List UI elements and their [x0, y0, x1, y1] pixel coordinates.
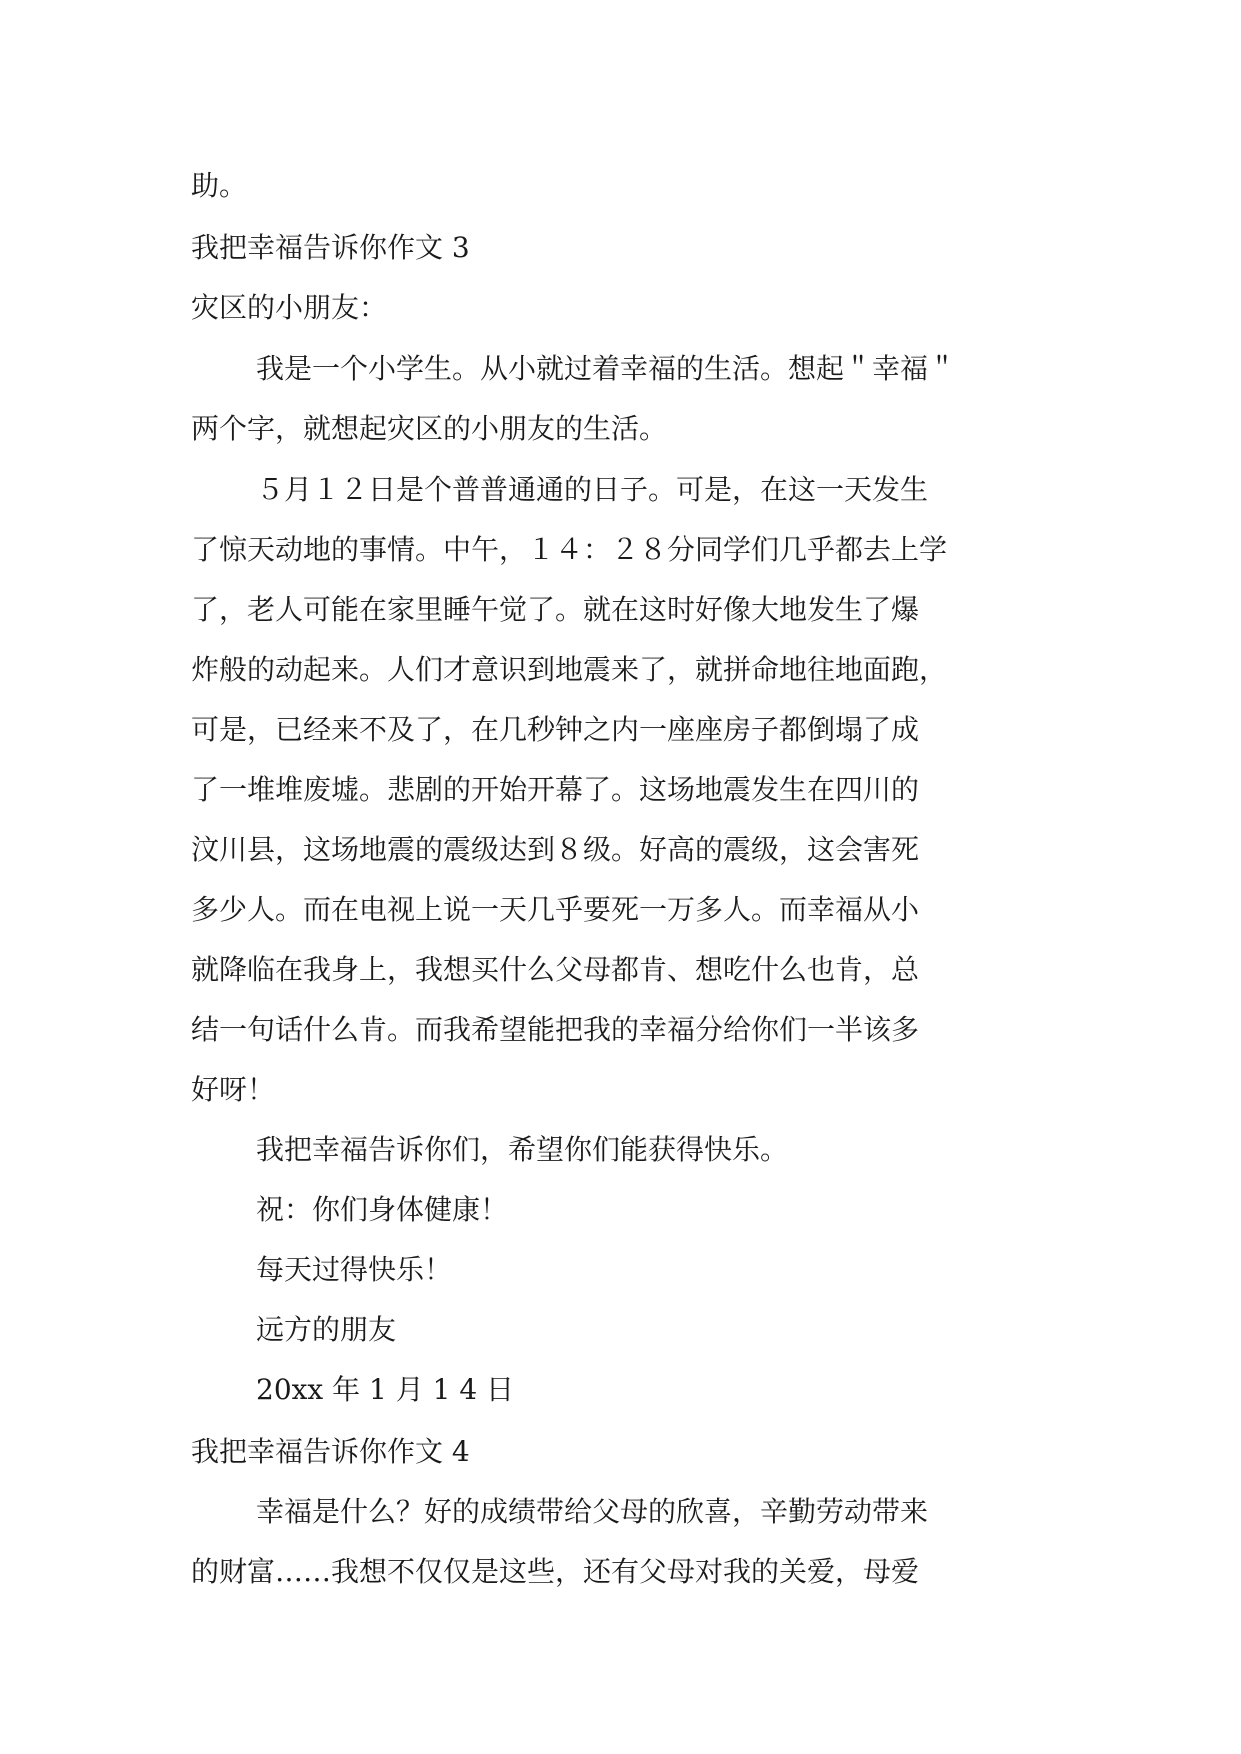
- paragraph-continuation: 助。: [191, 169, 248, 202]
- essay-title-4: 我把幸福告诉你作文 4: [191, 1435, 470, 1468]
- letter-signature: 远方的朋友: [256, 1313, 397, 1346]
- body-line: 的财富……我想不仅仅是这些，还有父母对我的关爱，母爱: [191, 1555, 920, 1588]
- letter-date: 20xx 年 1 月 1 4 日: [256, 1373, 515, 1406]
- essay-title-3: 我把幸福告诉你作文 3: [191, 231, 470, 264]
- body-line: 可是，已经来不及了，在几秒钟之内一座座房子都倒塌了成: [191, 713, 920, 746]
- body-line: 我是一个小学生。从小就过着幸福的生活。想起＂幸福＂: [256, 352, 957, 385]
- body-line: 多少人。而在电视上说一天几乎要死一万多人。而幸福从小: [191, 893, 920, 926]
- body-line: 两个字，就想起灾区的小朋友的生活。: [191, 412, 668, 445]
- body-line: 就降临在我身上，我想买什么父母都肯、想吃什么也肯，总: [191, 953, 920, 986]
- body-line: 了一堆堆废墟。悲剧的开始开幕了。这场地震发生在四川的: [191, 773, 920, 806]
- body-line: ５月１２日是个普普通通的日子。可是，在这一天发生: [256, 473, 929, 506]
- letter-closing: 祝：你们身体健康！: [256, 1193, 509, 1226]
- body-line: 了，老人可能在家里睡午觉了。就在这时好像大地发生了爆: [191, 593, 920, 626]
- body-line: 汶川县，这场地震的震级达到８级。好高的震级，这会害死: [191, 833, 920, 866]
- letter-salutation: 灾区的小朋友：: [191, 291, 388, 324]
- body-line: 我把幸福告诉你们，希望你们能获得快乐。: [256, 1133, 789, 1166]
- letter-closing: 每天过得快乐！: [256, 1253, 453, 1286]
- body-line: 好呀！: [191, 1073, 276, 1106]
- body-line: 了惊天动地的事情。中午，１４：２８分同学们几乎都去上学: [191, 533, 948, 566]
- body-line: 结一句话什么肯。而我希望能把我的幸福分给你们一半该多: [191, 1013, 920, 1046]
- body-line: 幸福是什么？好的成绩带给父母的欣喜，辛勤劳动带来: [256, 1495, 929, 1528]
- body-line: 炸般的动起来。人们才意识到地震来了，就拼命地往地面跑，: [191, 653, 948, 686]
